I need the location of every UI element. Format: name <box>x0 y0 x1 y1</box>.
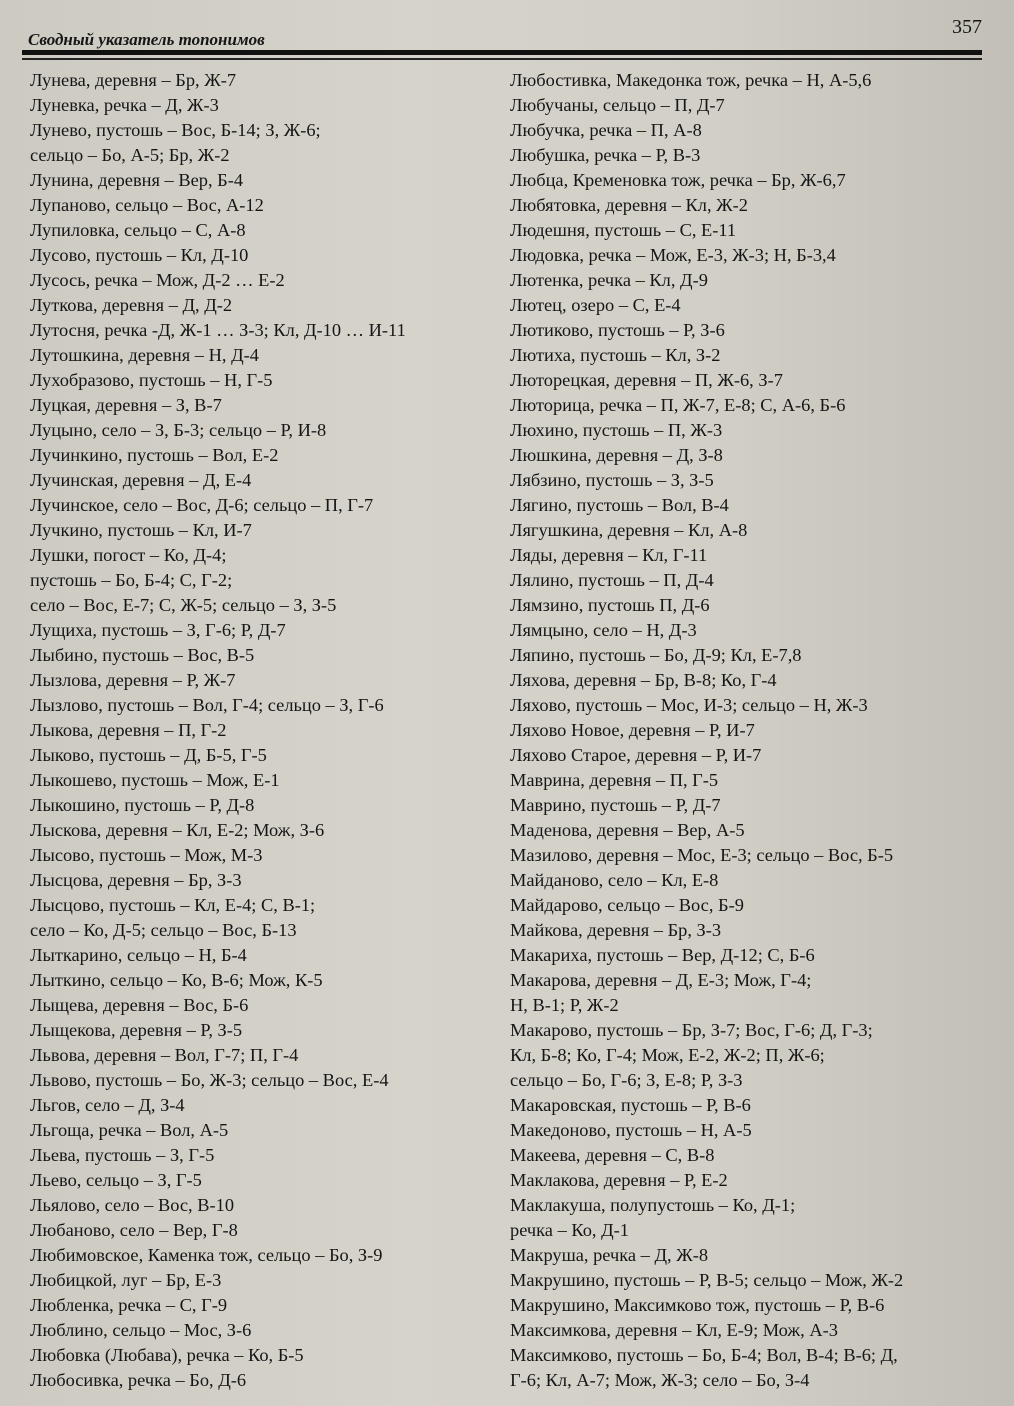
index-entry: Майдарово, сельцо – Вос, Б-9 <box>510 895 744 915</box>
index-entry: Лунева, деревня – Бр, Ж-7 <box>30 70 237 90</box>
index-entry: Любицкой, луг – Бр, Е-3 <box>30 1270 222 1290</box>
index-entry: Лысцова, деревня – Бр, З-3 <box>30 870 242 890</box>
index-entry: Лучинкино, пустошь – Вол, Е-2 <box>30 445 279 465</box>
index-entry: Макариха, пустошь – Вер, Д-12; С, Б-6 <box>510 945 815 965</box>
page-number: 357 <box>952 16 982 38</box>
index-entry: Лыщекова, деревня – Р, З-5 <box>30 1020 243 1040</box>
index-entry: Луткова, деревня – Д, Д-2 <box>30 295 233 315</box>
index-entry: Львово, пустошь – Бо, Ж-3; сельцо – Вос, Е-4 <box>30 1070 389 1090</box>
index-entry: Лыково, пустошь – Д, Б-5, Г-5 <box>30 745 267 765</box>
index-entry: Лучинская, деревня – Д, Е-4 <box>30 470 252 490</box>
index-entry: Македоново, пустошь – Н, А-5 <box>510 1120 752 1140</box>
index-entry: Маврина, деревня – П, Г-5 <box>510 770 719 790</box>
index-entry: Любучка, речка – П, А-8 <box>510 120 702 140</box>
index-entry: Лучкино, пустошь – Кл, И-7 <box>30 520 252 540</box>
index-entry: Лунево, пустошь – Вос, Б-14; З, Ж-6; <box>30 120 321 140</box>
index-entry: Маврино, пустошь – Р, Д-7 <box>510 795 721 815</box>
index-entry: Макруша, речка – Д, Ж-8 <box>510 1245 709 1265</box>
index-entry: Лягушкина, деревня – Кл, А-8 <box>510 520 748 540</box>
index-entry: Любленка, речка – С, Г-9 <box>30 1295 228 1315</box>
index-entry: Лыкова, деревня – П, Г-2 <box>30 720 227 740</box>
index-entry: Лухобразово, пустошь – Н, Г-5 <box>30 370 273 390</box>
index-entry: Людешня, пустошь – С, Е-11 <box>510 220 737 240</box>
index-entry: Макарова, деревня – Д, Е-3; Мож, Г-4; <box>510 970 812 990</box>
index-entry: Лютенка, речка – Кл, Д-9 <box>510 270 708 290</box>
running-title: Сводный указатель топонимов <box>28 30 265 49</box>
index-entry: Лыщева, деревня – Вос, Б-6 <box>30 995 249 1015</box>
index-entry: Майданово, село – Кл, Е-8 <box>510 870 719 890</box>
index-entry: Лызлова, деревня – Р, Ж-7 <box>30 670 236 690</box>
index-entry: Лусось, речка – Мож, Д-2 … Е-2 <box>30 270 285 290</box>
index-entry: Любушка, речка – Р, В-3 <box>510 145 701 165</box>
index-entry: Ляхово, пустошь – Мос, И-3; сельцо – Н, Ж-3 <box>510 695 868 715</box>
index-entry: Льгоща, речка – Вол, А-5 <box>30 1120 229 1140</box>
index-entry: Льево, сельцо – З, Г-5 <box>30 1170 202 1190</box>
index-entry: село – Ко, Д-5; сельцо – Вос, Б-13 <box>30 920 297 940</box>
index-entry: Луневка, речка – Д, Ж-3 <box>30 95 219 115</box>
index-entry: Люблино, сельцо – Мос, З-6 <box>30 1320 252 1340</box>
index-entry: Лупаново, сельцо – Вос, А-12 <box>30 195 264 215</box>
index-entry: Лупиловка, сельцо – С, А-8 <box>30 220 246 240</box>
index-entry: Максимкова, деревня – Кл, Е-9; Мож, А-3 <box>510 1320 838 1340</box>
index-entry: речка – Ко, Д-1 <box>510 1220 629 1240</box>
index-entry: Луцыно, село – З, Б-3; сельцо – Р, И-8 <box>30 420 327 440</box>
index-entry: Лыткарино, сельцо – Н, Б-4 <box>30 945 247 965</box>
index-entry: Маклакуша, полупустошь – Ко, Д-1; <box>510 1195 796 1215</box>
index-entry: Людовка, речка – Мож, Е-3, Ж-3; Н, Б-3,4 <box>510 245 836 265</box>
index-entry: Луцкая, деревня – З, В-7 <box>30 395 222 415</box>
index-entry: Ляпино, пустошь – Бо, Д-9; Кл, Е-7,8 <box>510 645 802 665</box>
index-entry: Лыскова, деревня – Кл, Е-2; Мож, З-6 <box>30 820 325 840</box>
index-entry: Лямзино, пустошь П, Д-6 <box>510 595 710 615</box>
index-entry: Лунина, деревня – Вер, Б-4 <box>30 170 244 190</box>
index-entry: Маклакова, деревня – Р, Е-2 <box>510 1170 728 1190</box>
index-entry: Ляхова, деревня – Бр, В-8; Ко, Г-4 <box>510 670 777 690</box>
index-entry: Любостивка, Македонка тож, речка – Н, А-5,6 <box>510 70 872 90</box>
index-entry: Лыбино, пустошь – Вос, В-5 <box>30 645 255 665</box>
index-entry: Люхино, пустошь – П, Ж-3 <box>510 420 723 440</box>
index-entry: пустошь – Бо, Б-4; С, Г-2; <box>30 570 233 590</box>
index-entry: Люторица, речка – П, Ж-7, Е-8; С, А-6, Б-6 <box>510 395 846 415</box>
index-entry: Лябзино, пустошь – З, З-5 <box>510 470 714 490</box>
index-entry: Мазилово, деревня – Мос, Е-3; сельцо – Вос, Б-5 <box>510 845 894 865</box>
index-entry: Люторецкая, деревня – П, Ж-6, З-7 <box>510 370 783 390</box>
right-column <box>500 68 990 1393</box>
index-entry: Лутошкина, деревня – Н, Д-4 <box>30 345 259 365</box>
index-entry: Максимково, пустошь – Бо, Б-4; Вол, В-4; В-6; Д, <box>510 1345 898 1365</box>
index-entry: Майкова, деревня – Бр, З-3 <box>510 920 722 940</box>
index-entry: Макрушино, Максимково тож, пустошь – Р, В-6 <box>510 1295 885 1315</box>
index-entry: Маденова, деревня – Вер, А-5 <box>510 820 745 840</box>
index-entry: Лыкошево, пустошь – Мож, Е-1 <box>30 770 280 790</box>
index-entry: Ляхово Новое, деревня – Р, И-7 <box>510 720 755 740</box>
header-rule-thin <box>22 58 982 60</box>
index-entry: Лыткино, сельцо – Ко, В-6; Мож, К-5 <box>30 970 323 990</box>
index-entry: село – Вос, Е-7; С, Ж-5; сельцо – З, З-5 <box>30 595 337 615</box>
index-entry: Лысцово, пустошь – Кл, Е-4; С, В-1; <box>30 895 316 915</box>
index-entry: Макаровская, пустошь – Р, В-6 <box>510 1095 751 1115</box>
index-entry: Любятовка, деревня – Кл, Ж-2 <box>510 195 748 215</box>
index-entry: Лютиково, пустошь – Р, З-6 <box>510 320 725 340</box>
index-entry: Любимовское, Каменка тож, сельцо – Бо, З-9 <box>30 1245 383 1265</box>
index-entry: Лютиха, пустошь – Кл, З-2 <box>510 345 721 365</box>
index-entry: Лыкошино, пустошь – Р, Д-8 <box>30 795 255 815</box>
index-entry: Лызлово, пустошь – Вол, Г-4; сельцо – З, Г-6 <box>30 695 384 715</box>
index-entry: Ляды, деревня – Кл, Г-11 <box>510 545 708 565</box>
index-entry: Лущиха, пустошь – З, Г-6; Р, Д-7 <box>30 620 286 640</box>
index-entry: Любаново, село – Вер, Г-8 <box>30 1220 238 1240</box>
index-entry: Лямцыно, село – Н, Д-3 <box>510 620 697 640</box>
index-entry: Лучинское, село – Вос, Д-6; сельцо – П, Г-7 <box>30 495 374 515</box>
index-entry: Макрушино, пустошь – Р, В-5; сельцо – Мож, Ж-2 <box>510 1270 904 1290</box>
index-entry: Любосивка, речка – Бо, Д-6 <box>30 1370 247 1390</box>
index-entry: Н, В-1; Р, Ж-2 <box>510 995 619 1015</box>
index-entry: Лусово, пустошь – Кл, Д-10 <box>30 245 249 265</box>
index-entry: Ляхово Старое, деревня – Р, И-7 <box>510 745 762 765</box>
index-entry: Лушки, погост – Ко, Д-4; <box>30 545 227 565</box>
header-rule-thick <box>22 50 982 55</box>
index-entry: Лысово, пустошь – Мож, М-3 <box>30 845 263 865</box>
index-entry: Люшкина, деревня – Д, З-8 <box>510 445 723 465</box>
index-entry: Лялино, пустошь – П, Д-4 <box>510 570 714 590</box>
running-head <box>22 16 982 50</box>
index-entry: Лягино, пустошь – Вол, В-4 <box>510 495 729 515</box>
index-entry: Льева, пустошь – З, Г-5 <box>30 1145 215 1165</box>
index-entry: Макеева, деревня – С, В-8 <box>510 1145 715 1165</box>
index-entry: Любца, Кременовка тож, речка – Бр, Ж-6,7 <box>510 170 846 190</box>
index-entry: Макарово, пустошь – Бр, З-7; Вос, Г-6; Д, Г-3; <box>510 1020 873 1040</box>
index-entry: Любовка (Любава), речка – Ко, Б-5 <box>30 1345 304 1365</box>
index-entry: Г-6; Кл, А-7; Мож, Ж-3; село – Бо, З-4 <box>510 1370 810 1390</box>
index-entry: Лютец, озеро – С, Е-4 <box>510 295 681 315</box>
index-entry: Лутосня, речка -Д, Ж-1 … З-3; Кл, Д-10 … И-11 <box>30 320 406 340</box>
index-entry: Любучаны, сельцо – П, Д-7 <box>510 95 725 115</box>
index-entry: Львова, деревня – Вол, Г-7; П, Г-4 <box>30 1045 299 1065</box>
index-entry: Кл, Б-8; Ко, Г-4; Мож, Е-2, Ж-2; П, Ж-6; <box>510 1045 825 1065</box>
left-column <box>30 68 490 1393</box>
index-entry: Льгов, село – Д, З-4 <box>30 1095 185 1115</box>
index-entry: сельцо – Бо, Г-6; З, Е-8; Р, З-3 <box>510 1070 743 1090</box>
index-entry: сельцо – Бо, А-5; Бр, Ж-2 <box>30 145 230 165</box>
index-entry: Льялово, село – Вос, В-10 <box>30 1195 235 1215</box>
